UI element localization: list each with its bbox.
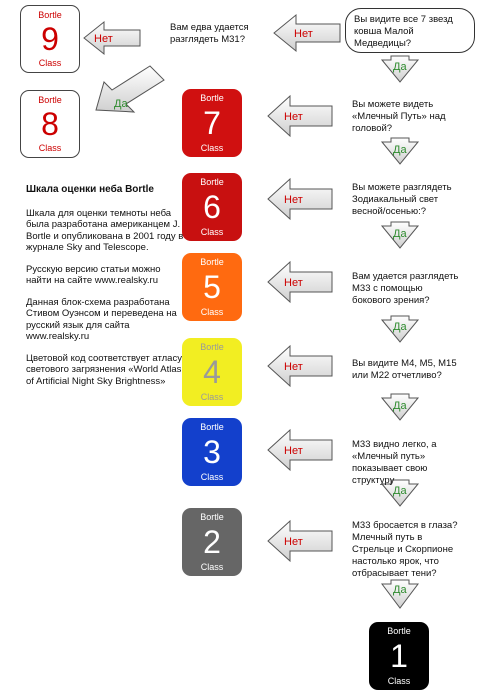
bortle-7-box: [182, 89, 242, 157]
bortle-label: Bortle: [200, 512, 224, 522]
bortle-1-box: [369, 622, 429, 690]
class-label: Class: [38, 143, 62, 153]
bortle-label: Bortle: [38, 95, 62, 105]
info-paragraph-1: Шкала для оценки темноты неба была разработана американцем J. Bortle и опубликована в 2001 году в журнале Sky and Telescope.: [26, 207, 184, 253]
bortle-number: 5: [203, 269, 221, 305]
bortle-4-box: [182, 338, 242, 406]
info-paragraph-2: Русскую версию статьи можно найти на сайте www.realsky.ru: [26, 263, 161, 286]
bortle-6-box: [182, 173, 242, 241]
bortle-number: 8: [41, 106, 59, 142]
class-label: Class: [200, 472, 224, 482]
yes-label-diag: Да: [114, 98, 128, 110]
bortle-number: 7: [203, 105, 221, 141]
no-label-1: Нет: [294, 28, 313, 40]
question-milky-way: Вы можете видеть «Млечный Путь» над головой?: [352, 99, 446, 134]
bortle-label: Bortle: [200, 257, 224, 267]
no-label-5: Нет: [284, 361, 303, 373]
class-label: Class: [200, 392, 224, 402]
bortle-5-box: [182, 253, 242, 321]
bortle-label: Bortle: [200, 177, 224, 187]
yes-label-3: Да: [393, 228, 407, 240]
bortle-number: 6: [203, 189, 221, 225]
info-paragraph-3: Данная блок-схема разработана Стивом Оуэнсом и переведена на русский язык для сайта www.realsky.ru: [26, 296, 177, 342]
no-label-4: Нет: [284, 277, 303, 289]
class-label: Class: [200, 307, 224, 317]
class-label: Class: [387, 676, 411, 686]
question-m33-easy: М33 видно легко, а «Млечный путь» показывает свою структуру: [352, 439, 437, 486]
question-zodiacal-light: Вы можете разглядеть Зодиакальный свет весной/осенью:?: [352, 182, 452, 217]
question-m31: Вам едва удается разглядеть М31?: [170, 22, 249, 45]
bortle-label: Bortle: [200, 93, 224, 103]
class-label: Class: [200, 143, 224, 153]
yes-label-2: Да: [393, 144, 407, 156]
bortle-label: Bortle: [200, 422, 224, 432]
yes-arrow-diag: [96, 66, 164, 112]
yes-label-5: Да: [393, 400, 407, 412]
bortle-label: Bortle: [38, 10, 62, 20]
yes-label-6: Да: [393, 485, 407, 497]
bortle-9-box: [20, 5, 80, 73]
yes-label-4: Да: [393, 321, 407, 333]
bortle-8-box: [20, 90, 80, 158]
info-title: Шкала оценки неба Bortle: [26, 184, 154, 195]
bortle-number: 1: [390, 638, 408, 674]
no-label-2: Нет: [284, 111, 303, 123]
question-shadows: М33 бросается в глаза? Млечный путь в Стрельце и Скорпионе настолько ярок, что отбрасывает тени?: [352, 520, 458, 579]
no-label-m31: Нет: [94, 33, 113, 45]
no-label-7: Нет: [284, 536, 303, 548]
question-m33-averted: Вам удается разглядеть М33 с помощью бокового зрения?: [352, 271, 459, 306]
bortle-number: 2: [203, 524, 221, 560]
bortle-2-box: [182, 508, 242, 576]
bortle-label: Bortle: [387, 626, 411, 636]
info-text: [26, 184, 186, 397]
bortle-3-box: [182, 418, 242, 486]
class-label: Class: [200, 227, 224, 237]
class-label: Class: [38, 58, 62, 68]
question-ursa-minor: Вы видите все 7 звезд ковша Малой Медведицы?: [345, 8, 475, 53]
no-label-6: Нет: [284, 445, 303, 457]
no-label-3: Нет: [284, 194, 303, 206]
bortle-number: 4: [203, 354, 221, 390]
yes-label-7: Да: [393, 584, 407, 596]
bortle-label: Bortle: [200, 342, 224, 352]
yes-label-1: Да: [393, 61, 407, 73]
class-label: Class: [200, 562, 224, 572]
bortle-number: 9: [41, 21, 59, 57]
question-globulars: Вы видите М4, М5, М15 или М22 отчетливо?: [352, 358, 457, 381]
bortle-number: 3: [203, 434, 221, 470]
info-paragraph-4: Цветовой код соответствует атласу светового загрязнения «World Atlas of Artificial Night Sky Brightness»: [26, 352, 182, 387]
